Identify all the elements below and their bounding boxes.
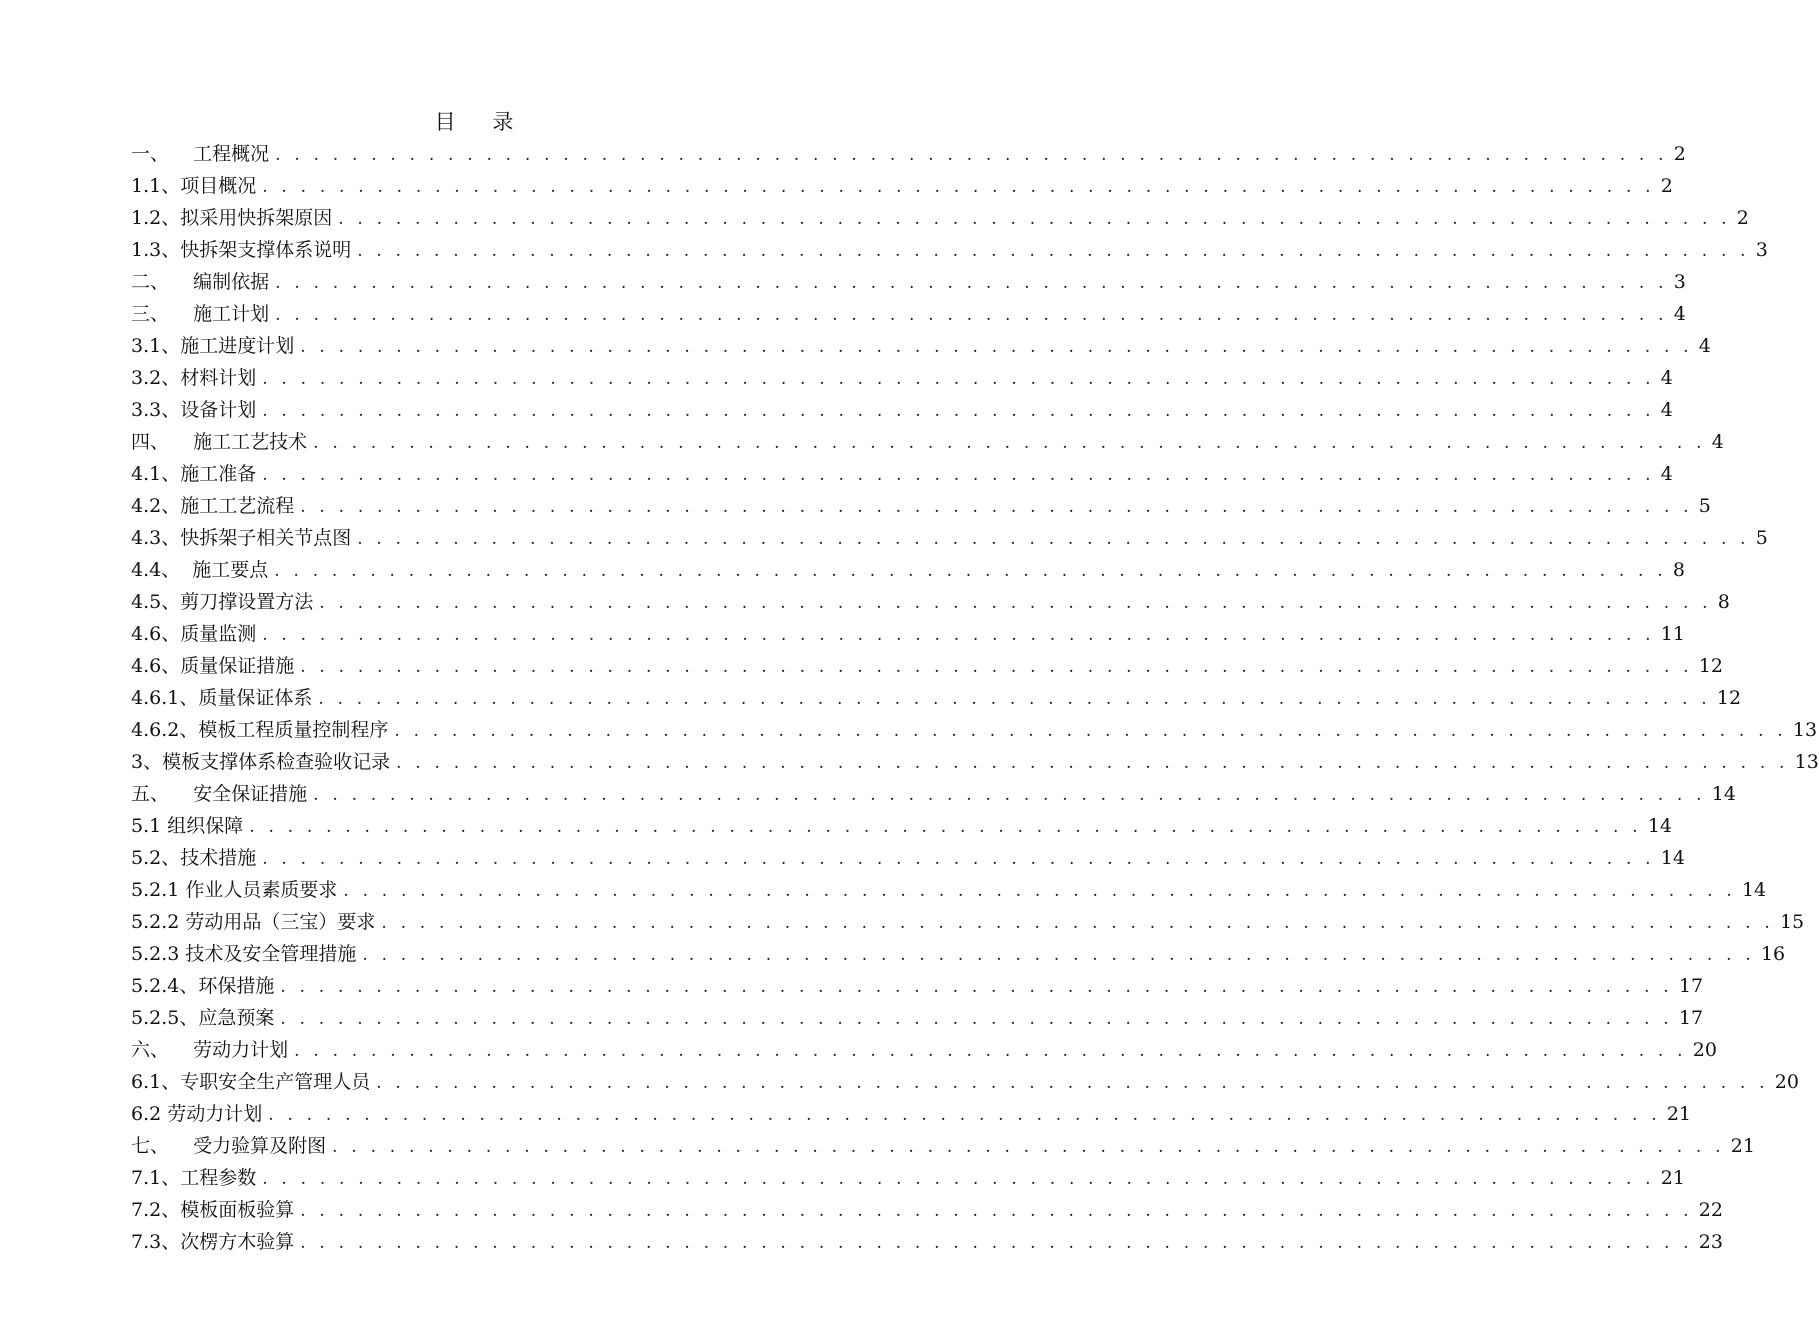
toc-entry-page-number: 12 xyxy=(1716,687,1742,709)
toc-entry-page-number: 3 xyxy=(1673,271,1686,293)
toc-entry[interactable] xyxy=(131,522,1768,554)
toc-dot-leader: . . . . . . . . . . . . . . . . . . . . . . . . . . . . . . . . . . . . . . . . . . . . . . . . . . . . . . . . . . . . . . . . . . . . . . . . . xyxy=(376,1073,1769,1093)
toc-dot-leader: . . . . . . . . . . . . . . . . . . . . . . . . . . . . . . . . . . . . . . . . . . . . . . . . . . . . . . . . . . . . . . . . . . . . . . . . . xyxy=(300,497,1693,517)
toc-entry[interactable] xyxy=(131,970,1704,1002)
toc-entry[interactable] xyxy=(131,298,1686,330)
toc-entry[interactable] xyxy=(131,394,1673,426)
toc-entry-page-number: 4 xyxy=(1660,463,1673,485)
toc-entry-label: 5.2.2 劳动用品（三宝）要求 xyxy=(131,911,376,933)
toc-entry-label: 4.6、质量保证措施 xyxy=(131,655,295,677)
toc-entry-page-number: 12 xyxy=(1698,655,1723,677)
toc-entry-page-number: 5 xyxy=(1755,527,1768,549)
toc-dot-leader: . . . . . . . . . . . . . . . . . . . . . . . . . . . . . . . . . . . . . . . . . . . . . . . . . . . . . . . . . . . . . . . . . . . . . . . . . xyxy=(381,913,1774,933)
toc-entry-label: 6.1、专职安全生产管理人员 xyxy=(131,1071,371,1093)
toc-dot-leader: . . . . . . . . . . . . . . . . . . . . . . . . . . . . . . . . . . . . . . . . . . . . . . . . . . . . . . . . . . . . . . . . . . . . . . . . . xyxy=(268,1105,1661,1125)
toc-entry[interactable] xyxy=(131,1002,1704,1034)
toc-entry-page-number: 2 xyxy=(1660,175,1673,197)
toc-entry[interactable] xyxy=(131,618,1685,650)
toc-entry[interactable] xyxy=(131,266,1686,298)
toc-entry-label: 1.1、项目概况 xyxy=(131,175,257,197)
toc-entry-page-number: 22 xyxy=(1698,1199,1723,1221)
toc-entry-label: 3.3、设备计划 xyxy=(131,399,257,421)
toc-dot-leader: . . . . . . . . . . . . . . . . . . . . . . . . . . . . . . . . . . . . . . . . . . . . . . . . . . . . . . . . . . . . . . . . . . . . . . . . . xyxy=(357,241,1750,261)
toc-entry-label: 3.1、施工进度计划 xyxy=(131,335,295,357)
toc-dot-leader: . . . . . . . . . . . . . . . . . . . . . . . . . . . . . . . . . . . . . . . . . . . . . . . . . . . . . . . . . . . . . . . . . . . . . . . . . xyxy=(294,1041,1687,1061)
toc-entry-page-number: 14 xyxy=(1647,815,1673,837)
toc-entry[interactable] xyxy=(131,1194,1723,1226)
toc-entry-page-number: 13 xyxy=(1794,751,1819,773)
toc-entry-label: 7.1、工程参数 xyxy=(131,1167,257,1189)
toc-entry[interactable] xyxy=(131,1226,1723,1258)
toc-entry-page-number: 2 xyxy=(1736,207,1749,229)
toc-entry-label: 5.2.1 作业人员素质要求 xyxy=(131,879,338,901)
toc-dot-leader: . . . . . . . . . . . . . . . . . . . . . . . . . . . . . . . . . . . . . . . . . . . . . . . . . . . . . . . . . . . . . . . . . . . . . . . . . xyxy=(262,849,1655,869)
toc-entry[interactable] xyxy=(131,1130,1755,1162)
toc-dot-leader: . . . . . . . . . . . . . . . . . . . . . . . . . . . . . . . . . . . . . . . . . . . . . . . . . . . . . . . . . . . . . . . . . . . . . . . . . xyxy=(262,465,1655,485)
toc-dot-leader: . . . . . . . . . . . . . . . . . . . . . . . . . . . . . . . . . . . . . . . . . . . . . . . . . . . . . . . . . . . . . . . . . . . . . . . . . xyxy=(262,625,1655,645)
toc-entry-label: 3.2、材料计划 xyxy=(131,367,257,389)
toc-dot-leader: . . . . . . . . . . . . . . . . . . . . . . . . . . . . . . . . . . . . . . . . . . . . . . . . . . . . . . . . . . . . . . . . . . . . . . . . . xyxy=(332,1137,1725,1157)
toc-entry[interactable] xyxy=(131,362,1673,394)
toc-entry[interactable] xyxy=(131,714,1818,746)
toc-dot-leader: . . . . . . . . . . . . . . . . . . . . . . . . . . . . . . . . . . . . . . . . . . . . . . . . . . . . . . . . . . . . . . . . . . . . . . . . . xyxy=(357,529,1750,549)
toc-entry-label: 七、 受力验算及附图 xyxy=(131,1135,327,1157)
toc-entry-label: 5.2.4、环保措施 xyxy=(131,975,275,997)
toc-dot-leader: . . . . . . . . . . . . . . . . . . . . . . . . . . . . . . . . . . . . . . . . . . . . . . . . . . . . . . . . . . . . . . . . . . . . . . . . . xyxy=(318,689,1711,709)
toc-dot-leader: . . . . . . . . . . . . . . . . . . . . . . . . . . . . . . . . . . . . . . . . . . . . . . . . . . . . . . . . . . . . . . . . . . . . . . . . . xyxy=(275,305,1668,325)
toc-entry-label: 5.2、技术措施 xyxy=(131,847,257,869)
toc-entry-page-number: 8 xyxy=(1672,559,1685,581)
toc-dot-leader: . . . . . . . . . . . . . . . . . . . . . . . . . . . . . . . . . . . . . . . . . . . . . . . . . . . . . . . . . . . . . . . . . . . . . . . . . xyxy=(280,1009,1673,1029)
toc-entry-label: 4.6、质量监测 xyxy=(131,623,257,645)
toc-entry[interactable] xyxy=(131,490,1711,522)
toc-entry-page-number: 3 xyxy=(1755,239,1768,261)
toc-dot-leader: . . . . . . . . . . . . . . . . . . . . . . . . . . . . . . . . . . . . . . . . . . . . . . . . . . . . . . . . . . . . . . . . . . . . . . . . . xyxy=(343,881,1736,901)
toc-entry-label: 四、 施工工艺技术 xyxy=(131,431,308,453)
toc-entry[interactable] xyxy=(131,650,1723,682)
toc-dot-leader: . . . . . . . . . . . . . . . . . . . . . . . . . . . . . . . . . . . . . . . . . . . . . . . . . . . . . . . . . . . . . . . . . . . . . . . . . xyxy=(362,945,1755,965)
toc-list xyxy=(131,138,1819,1258)
toc-entry[interactable] xyxy=(131,682,1742,714)
toc-entry[interactable] xyxy=(131,810,1673,842)
toc-entry-page-number: 2 xyxy=(1673,143,1686,165)
toc-entry-label: 4.6.1、质量保证体系 xyxy=(131,687,313,709)
toc-dot-leader: . . . . . . . . . . . . . . . . . . . . . . . . . . . . . . . . . . . . . . . . . . . . . . . . . . . . . . . . . . . . . . . . . . . . . . . . . xyxy=(394,721,1787,741)
toc-entry-page-number: 16 xyxy=(1760,943,1786,965)
toc-entry-label: 五、 安全保证措施 xyxy=(131,783,308,805)
toc-entry-page-number: 8 xyxy=(1717,591,1730,613)
toc-entry-page-number: 14 xyxy=(1741,879,1767,901)
toc-entry-label: 二、 编制依据 xyxy=(131,271,270,293)
toc-entry-page-number: 4 xyxy=(1673,303,1686,325)
toc-entry[interactable] xyxy=(131,938,1786,970)
toc-entry-label: 六、 劳动力计划 xyxy=(131,1039,289,1061)
toc-entry-label: 7.3、次楞方木验算 xyxy=(131,1231,295,1253)
toc-entry-page-number: 20 xyxy=(1692,1039,1717,1061)
toc-dot-leader: . . . . . . . . . . . . . . . . . . . . . . . . . . . . . . . . . . . . . . . . . . . . . . . . . . . . . . . . . . . . . . . . . . . . . . . . . xyxy=(280,977,1673,997)
toc-entry-page-number: 21 xyxy=(1666,1103,1692,1125)
toc-dot-leader: . . . . . . . . . . . . . . . . . . . . . . . . . . . . . . . . . . . . . . . . . . . . . . . . . . . . . . . . . . . . . . . . . . . . . . . . . xyxy=(275,273,1668,293)
toc-entry[interactable] xyxy=(131,554,1685,586)
toc-entry-page-number: 4 xyxy=(1660,367,1673,389)
toc-entry[interactable] xyxy=(131,1066,1799,1098)
toc-entry[interactable] xyxy=(131,330,1711,362)
toc-entry[interactable] xyxy=(131,458,1673,490)
toc-entry[interactable] xyxy=(131,778,1736,810)
toc-entry[interactable] xyxy=(131,1162,1685,1194)
toc-dot-leader: . . . . . . . . . . . . . . . . . . . . . . . . . . . . . . . . . . . . . . . . . . . . . . . . . . . . . . . . . . . . . . . . . . . . . . . . . xyxy=(262,369,1655,389)
toc-entry-page-number: 17 xyxy=(1678,1007,1704,1029)
toc-entry-page-number: 14 xyxy=(1711,783,1736,805)
toc-entry[interactable] xyxy=(131,1034,1717,1066)
toc-entry-page-number: 23 xyxy=(1698,1231,1723,1253)
toc-dot-leader: . . . . . . . . . . . . . . . . . . . . . . . . . . . . . . . . . . . . . . . . . . . . . . . . . . . . . . . . . . . . . . . . . . . . . . . . . xyxy=(275,145,1668,165)
toc-dot-leader: . . . . . . . . . . . . . . . . . . . . . . . . . . . . . . . . . . . . . . . . . . . . . . . . . . . . . . . . . . . . . . . . . . . . . . . . . xyxy=(313,785,1706,805)
toc-entry[interactable] xyxy=(131,874,1767,906)
toc-entry-label: 5.2.3 技术及安全管理措施 xyxy=(131,943,357,965)
toc-entry-page-number: 4 xyxy=(1711,431,1724,453)
toc-entry-page-number: 4 xyxy=(1660,399,1673,421)
toc-entry-page-number: 15 xyxy=(1779,911,1805,933)
toc-entry-label: 一、 工程概况 xyxy=(131,143,270,165)
toc-entry-label: 6.2 劳动力计划 xyxy=(131,1103,263,1125)
toc-entry-label: 4.3、快拆架子相关节点图 xyxy=(131,527,352,549)
toc-dot-leader: . . . . . . . . . . . . . . . . . . . . . . . . . . . . . . . . . . . . . . . . . . . . . . . . . . . . . . . . . . . . . . . . . . . . . . . . . xyxy=(274,561,1667,581)
toc-entry-page-number: 21 xyxy=(1730,1135,1755,1157)
toc-entry-label: 5.1 组织保障 xyxy=(131,815,244,837)
toc-entry-label: 3、模板支撑体系检查验收记录 xyxy=(131,751,391,773)
toc-entry[interactable] xyxy=(131,586,1730,618)
toc-entry-page-number: 20 xyxy=(1774,1071,1799,1093)
toc-dot-leader: . . . . . . . . . . . . . . . . . . . . . . . . . . . . . . . . . . . . . . . . . . . . . . . . . . . . . . . . . . . . . . . . . . . . . . . . . xyxy=(262,177,1655,197)
toc-entry[interactable] xyxy=(131,426,1724,458)
toc-entry[interactable] xyxy=(131,906,1805,938)
toc-entry[interactable] xyxy=(131,202,1749,234)
toc-entry-label: 7.2、模板面板验算 xyxy=(131,1199,295,1221)
toc-entry-label: 5.2.5、应急预案 xyxy=(131,1007,275,1029)
toc-dot-leader: . . . . . . . . . . . . . . . . . . . . . . . . . . . . . . . . . . . . . . . . . . . . . . . . . . . . . . . . . . . . . . . . . . . . . . . . . xyxy=(300,337,1693,357)
toc-entry-label: 4.1、施工准备 xyxy=(131,463,257,485)
toc-entry[interactable] xyxy=(131,1098,1692,1130)
toc-entry-page-number: 11 xyxy=(1660,623,1685,645)
toc-entry-page-number: 17 xyxy=(1678,975,1704,997)
toc-dot-leader: . . . . . . . . . . . . . . . . . . . . . . . . . . . . . . . . . . . . . . . . . . . . . . . . . . . . . . . . . . . . . . . . . . . . . . . . . xyxy=(396,753,1789,773)
toc-entry-label: 1.2、拟采用快拆架原因 xyxy=(131,207,333,229)
toc-dot-leader: . . . . . . . . . . . . . . . . . . . . . . . . . . . . . . . . . . . . . . . . . . . . . . . . . . . . . . . . . . . . . . . . . . . . . . . . . xyxy=(249,817,1642,837)
toc-entry-page-number: 21 xyxy=(1660,1167,1685,1189)
toc-entry-label: 4.2、施工工艺流程 xyxy=(131,495,295,517)
toc-dot-leader: . . . . . . . . . . . . . . . . . . . . . . . . . . . . . . . . . . . . . . . . . . . . . . . . . . . . . . . . . . . . . . . . . . . . . . . . . xyxy=(319,593,1712,613)
toc-dot-leader: . . . . . . . . . . . . . . . . . . . . . . . . . . . . . . . . . . . . . . . . . . . . . . . . . . . . . . . . . . . . . . . . . . . . . . . . . xyxy=(300,1233,1693,1253)
toc-dot-leader: . . . . . . . . . . . . . . . . . . . . . . . . . . . . . . . . . . . . . . . . . . . . . . . . . . . . . . . . . . . . . . . . . . . . . . . . . xyxy=(300,1201,1693,1221)
toc-entry-label: 4.4、 施工要点 xyxy=(131,559,269,581)
toc-dot-leader: . . . . . . . . . . . . . . . . . . . . . . . . . . . . . . . . . . . . . . . . . . . . . . . . . . . . . . . . . . . . . . . . . . . . . . . . . xyxy=(338,209,1731,229)
toc-entry-label: 1.3、快拆架支撑体系说明 xyxy=(131,239,352,261)
toc-dot-leader: . . . . . . . . . . . . . . . . . . . . . . . . . . . . . . . . . . . . . . . . . . . . . . . . . . . . . . . . . . . . . . . . . . . . . . . . . xyxy=(313,433,1706,453)
toc-entry[interactable] xyxy=(131,138,1686,170)
toc-dot-leader: . . . . . . . . . . . . . . . . . . . . . . . . . . . . . . . . . . . . . . . . . . . . . . . . . . . . . . . . . . . . . . . . . . . . . . . . . xyxy=(262,1169,1655,1189)
toc-entry[interactable] xyxy=(131,170,1673,202)
toc-entry[interactable] xyxy=(131,842,1685,874)
toc-entry-page-number: 13 xyxy=(1792,719,1818,741)
toc-entry[interactable] xyxy=(131,746,1819,778)
toc-entry-page-number: 14 xyxy=(1660,847,1685,869)
toc-dot-leader: . . . . . . . . . . . . . . . . . . . . . . . . . . . . . . . . . . . . . . . . . . . . . . . . . . . . . . . . . . . . . . . . . . . . . . . . . xyxy=(262,401,1655,421)
toc-dot-leader: . . . . . . . . . . . . . . . . . . . . . . . . . . . . . . . . . . . . . . . . . . . . . . . . . . . . . . . . . . . . . . . . . . . . . . . . . xyxy=(300,657,1693,677)
toc-entry-label: 4.5、剪刀撑设置方法 xyxy=(131,591,314,613)
toc-entry[interactable] xyxy=(131,234,1768,266)
toc-entry-label: 4.6.2、模板工程质量控制程序 xyxy=(131,719,389,741)
toc-entry-label: 三、 施工计划 xyxy=(131,303,270,325)
toc-entry-page-number: 4 xyxy=(1698,335,1711,357)
toc-entry-page-number: 5 xyxy=(1698,495,1711,517)
toc-title: 目 录 xyxy=(434,110,516,134)
